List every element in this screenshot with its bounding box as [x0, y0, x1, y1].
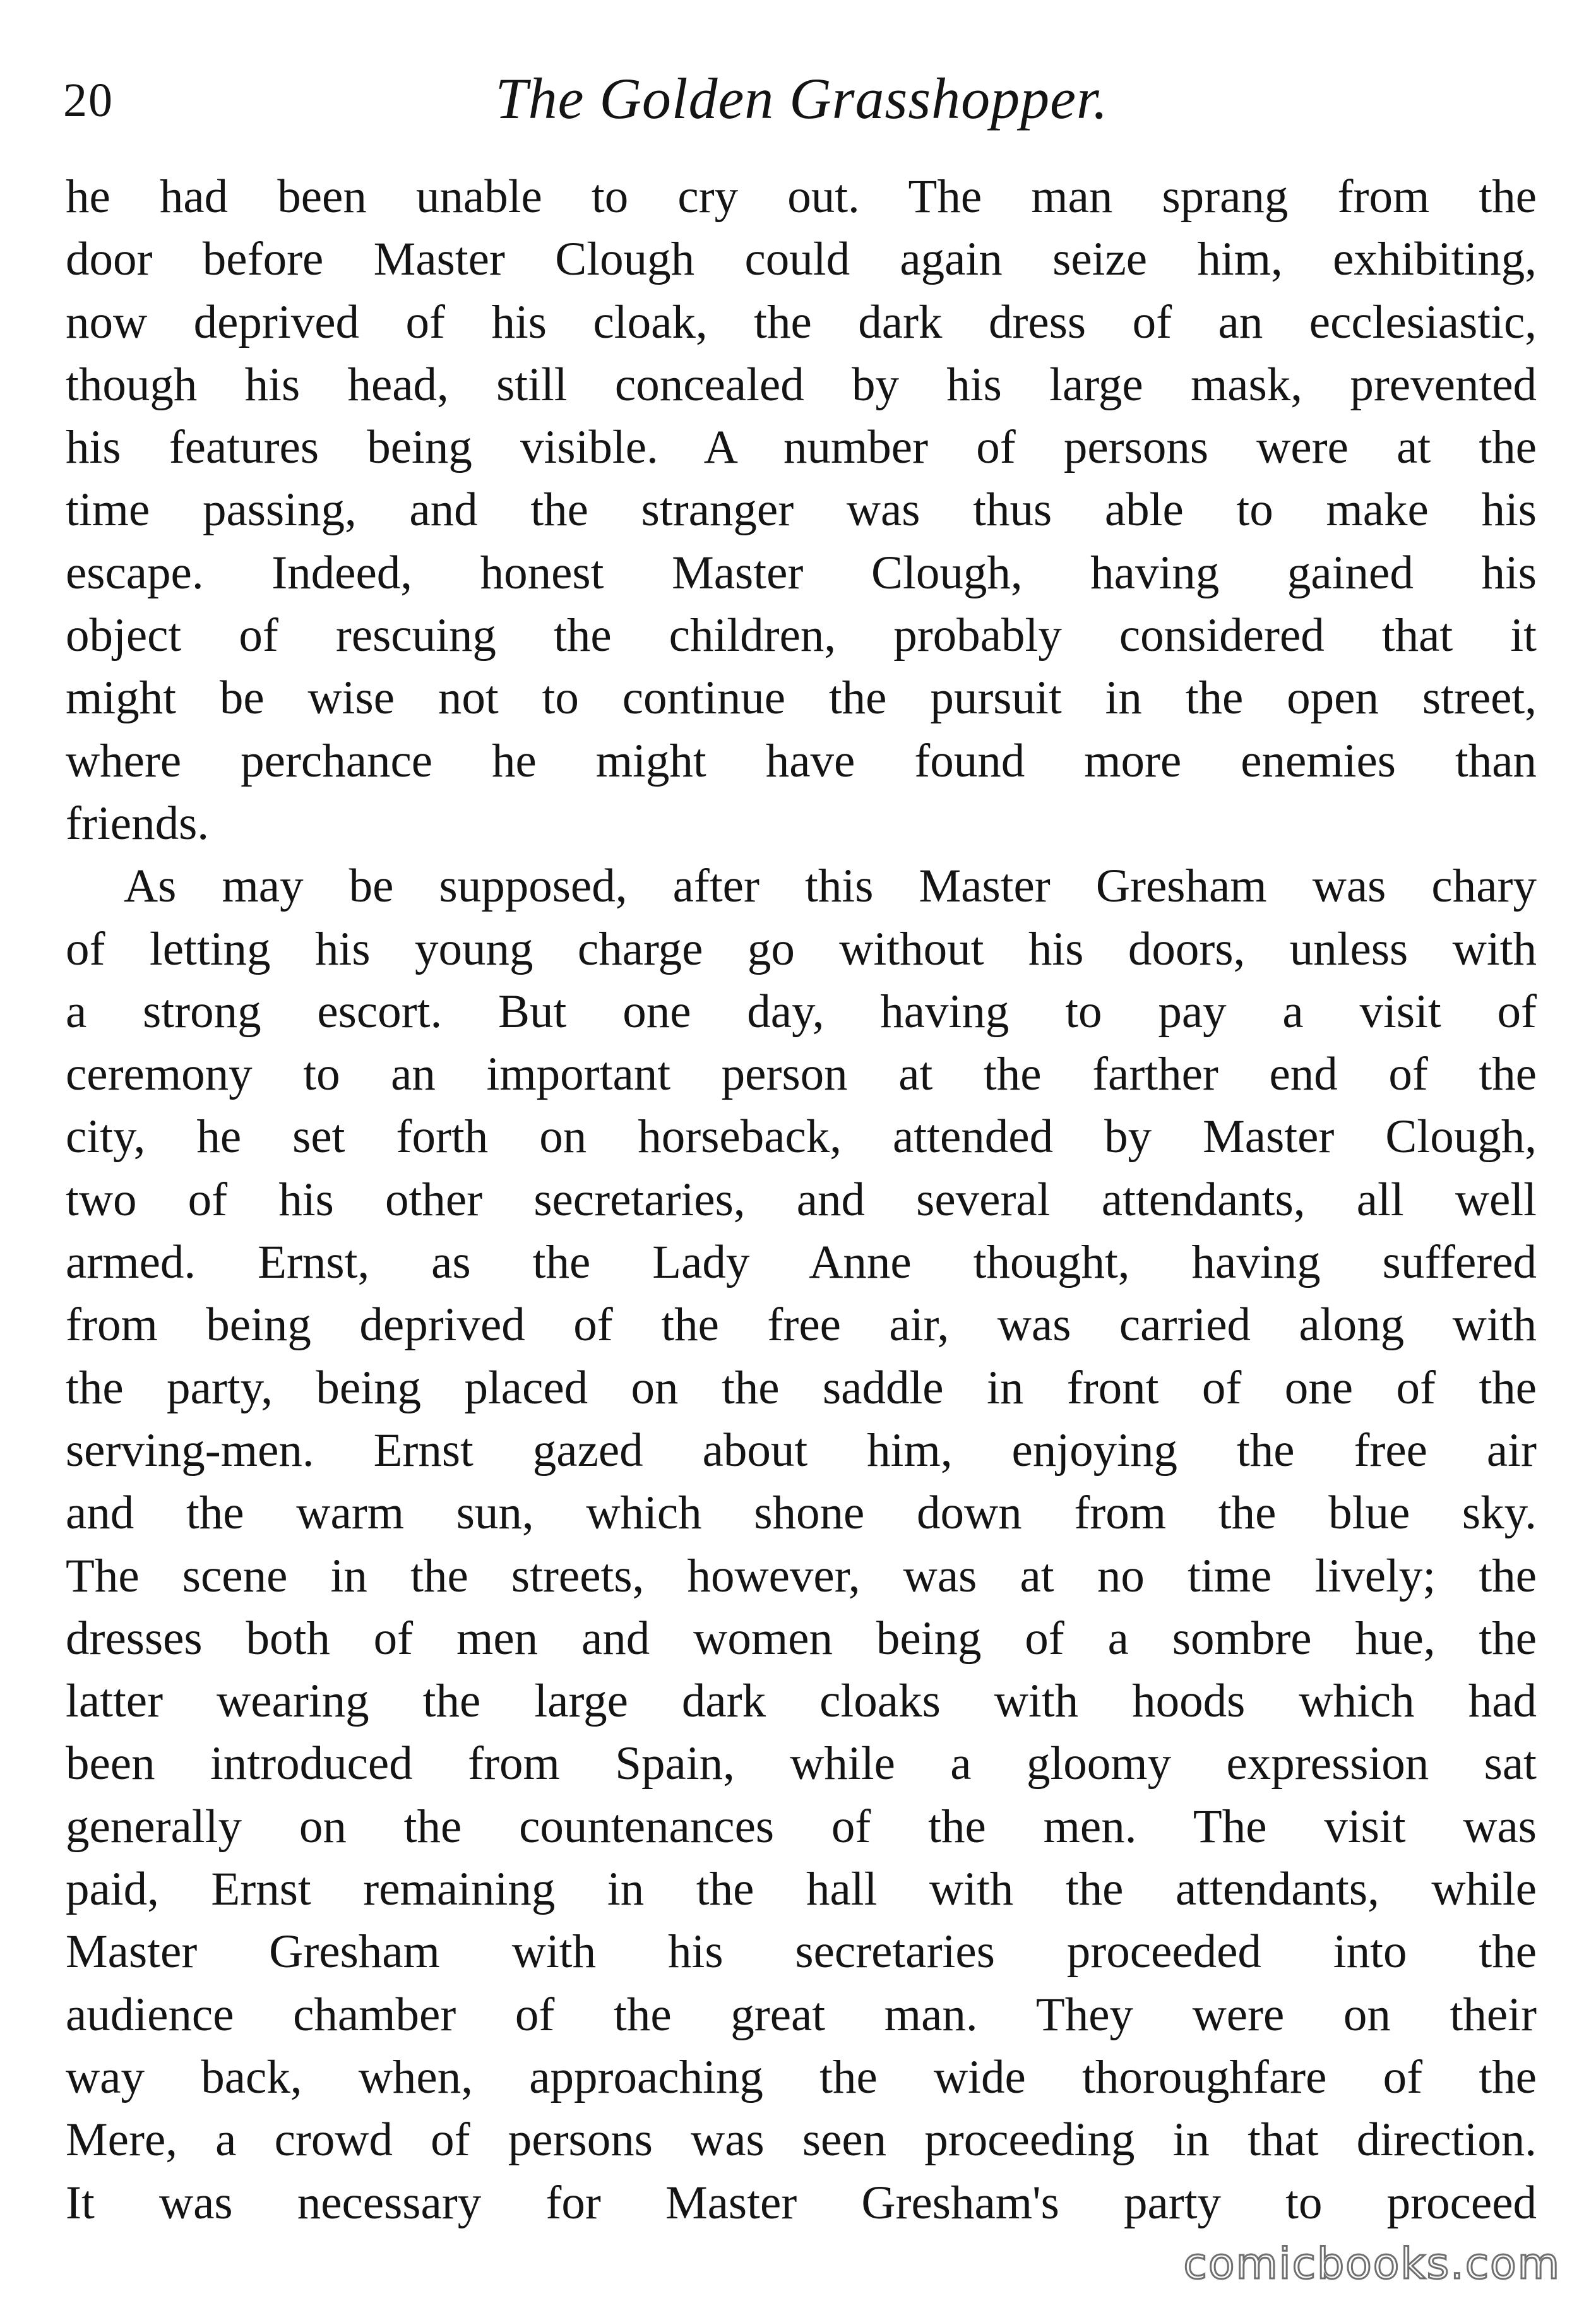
text-line: where perchance he might have found more enemies than [66, 734, 1537, 787]
body-text [66, 165, 1537, 2234]
text-line: though his head, still concealed by his large mask, prevented [66, 358, 1537, 411]
text-line: paid, Ernst remaining in the hall with the attendants, while [66, 1863, 1537, 1916]
text-line: might be wise not to continue the pursuit in the open street, [66, 672, 1537, 725]
text-line: a strong escort. But one day, having to pay a visit of [66, 985, 1537, 1038]
text-line: audience chamber of the great man. They were on their [66, 1988, 1537, 2041]
text-line: time passing, and the stranger was thus able to make his [66, 484, 1537, 537]
text-line: dresses both of men and women being of a sombre hue, the [66, 1612, 1537, 1665]
text-line: armed. Ernst, as the Lady Anne thought, having suffered [66, 1236, 1537, 1289]
text-line: two of his other secretaries, and several attendants, all well [66, 1173, 1537, 1226]
text-line: friends. [66, 797, 210, 850]
text-line: The scene in the streets, however, was at no time lively; the [66, 1549, 1537, 1602]
text-line: now deprived of his cloak, the dark dress of an ecclesiastic, [66, 295, 1537, 348]
text-line: It was necessary for Master Gresham's party to proceed [66, 2176, 1537, 2229]
text-line: door before Master Clough could again seize him, exhibiting, [66, 233, 1537, 286]
text-line: serving-men. Ernst gazed about him, enjoying the free air [66, 1424, 1537, 1477]
text-line: he had been unable to cry out. The man sprang from the [66, 170, 1537, 223]
text-line: from being deprived of the free air, was carried along with [66, 1299, 1537, 1352]
text-line: escape. Indeed, honest Master Clough, having gained his [66, 546, 1537, 599]
text-line: generally on the countenances of the men. The visit was [66, 1800, 1537, 1853]
text-line: As may be supposed, after this Master Gresham was chary [124, 860, 1537, 913]
text-line: of letting his young charge go without his doors, unless with [66, 922, 1537, 975]
text-line: city, he set forth on horseback, attended by Master Clough, [66, 1110, 1537, 1163]
text-line: object of rescuing the children, probably considered that it [66, 609, 1537, 662]
page-header [63, 61, 1540, 143]
text-line: ceremony to an important person at the farther end of the [66, 1048, 1537, 1101]
running-title: The Golden Grasshopper. [495, 66, 1109, 131]
watermark: comicbooks.com [1183, 2239, 1561, 2289]
text-line: latter wearing the large dark cloaks with hoods which had [66, 1675, 1537, 1728]
page-number: 20 [63, 74, 114, 127]
text-line: the party, being placed on the saddle in front of one of the [66, 1361, 1537, 1414]
text-line: Mere, a crowd of persons was seen proceeding in that direction. [66, 2114, 1537, 2167]
text-line: way back, when, approaching the wide thoroughfare of the [66, 2050, 1537, 2103]
text-line: and the warm sun, which shone down from the blue sky. [66, 1487, 1537, 1540]
text-line: been introduced from Spain, while a gloomy expression sat [66, 1737, 1537, 1790]
text-line: his features being visible. A number of persons were at the [66, 421, 1537, 474]
text-line: Master Gresham with his secretaries proceeded into the [66, 1925, 1537, 1978]
